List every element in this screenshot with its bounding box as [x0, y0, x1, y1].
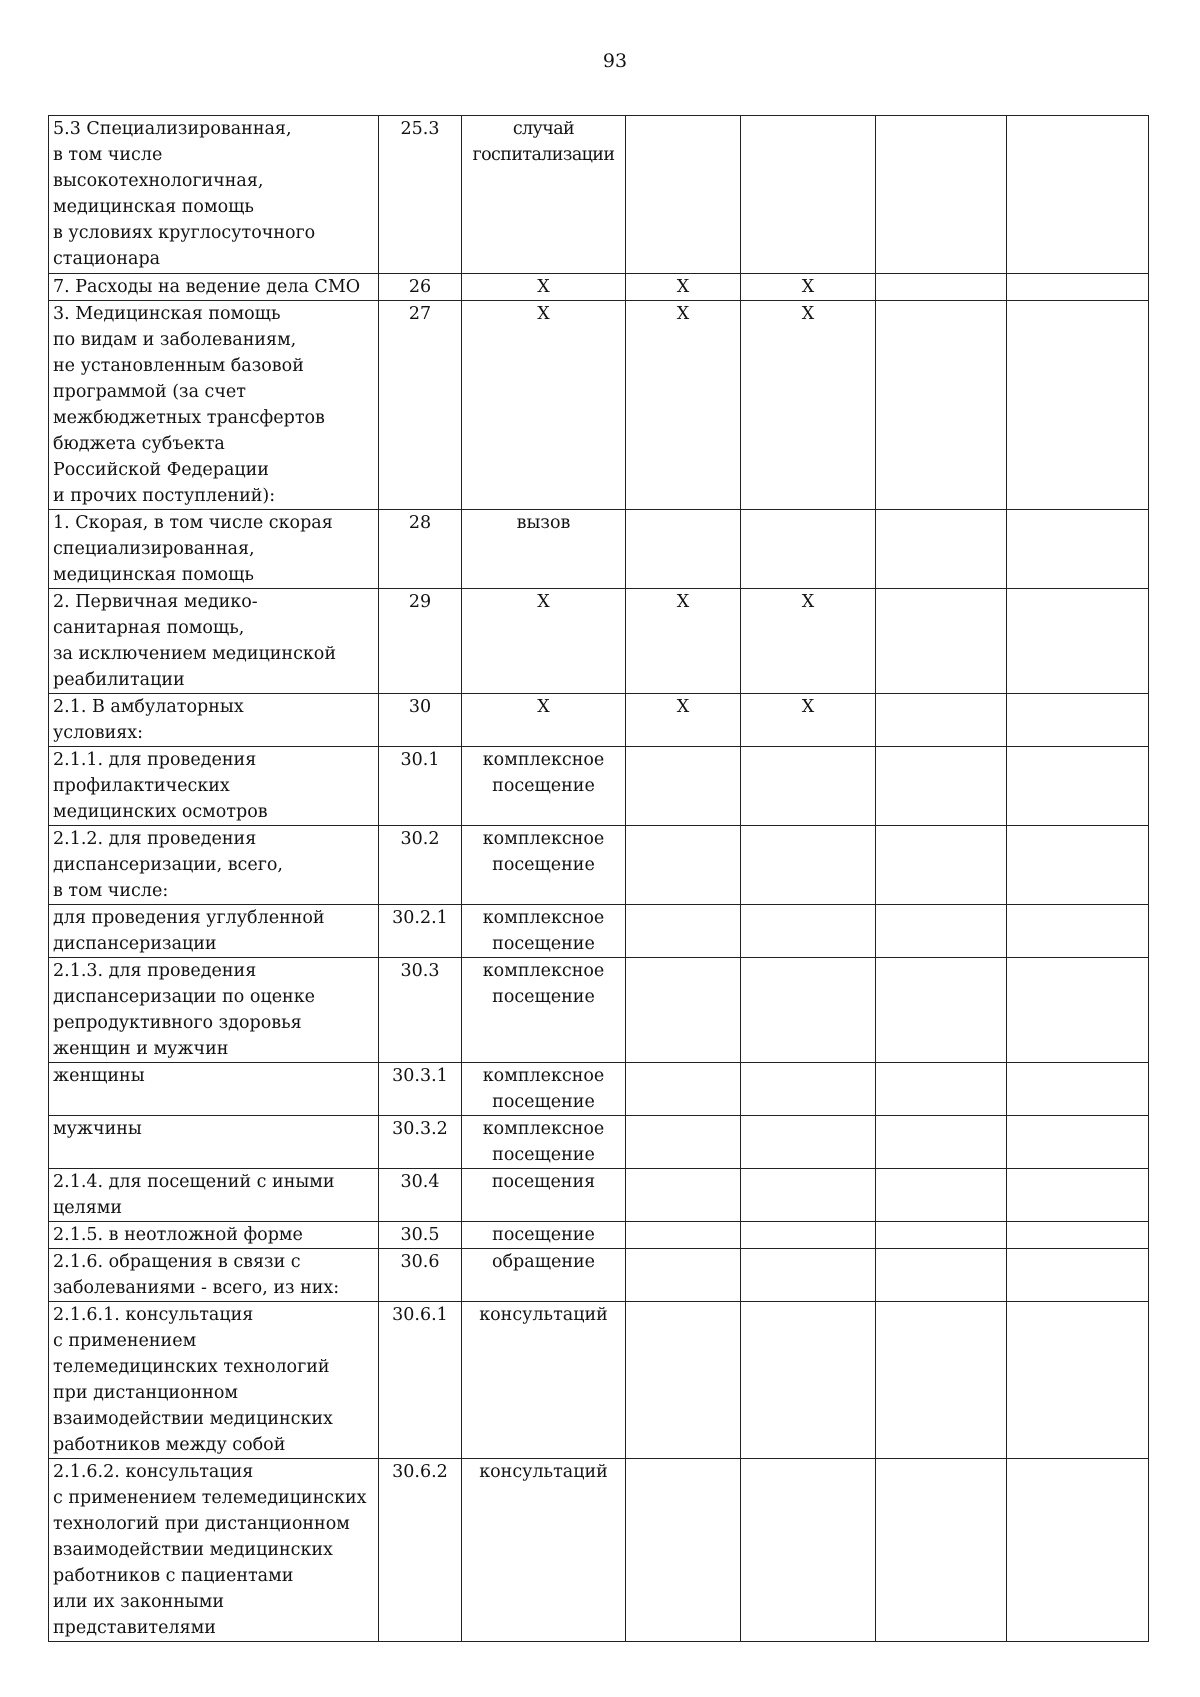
row-value-cell-4	[626, 747, 741, 826]
row-unit-cell: комплексное посещение	[462, 747, 626, 826]
table-row	[49, 747, 1149, 826]
row-value-cell-7	[1007, 510, 1149, 589]
row-unit-cell: комплексное посещение	[462, 905, 626, 958]
row-code-cell: 29	[379, 589, 462, 694]
row-value-cell-6	[876, 1302, 1007, 1459]
table-row	[49, 1302, 1149, 1459]
row-value-cell-5	[741, 958, 876, 1063]
table-row	[49, 510, 1149, 589]
row-value-cell-5	[741, 826, 876, 905]
row-value-cell-5	[741, 116, 876, 274]
row-unit-cell: случай госпитализации	[462, 116, 626, 274]
row-value-cell-6	[876, 1116, 1007, 1169]
row-value-cell-4	[626, 1116, 741, 1169]
table-row	[49, 1116, 1149, 1169]
table-row	[49, 116, 1149, 274]
row-code-cell: 27	[379, 301, 462, 510]
row-name-cell: 2.1.1. для проведения профилактических медицинских осмотров	[49, 747, 379, 826]
row-value-cell-7	[1007, 1249, 1149, 1302]
row-code-cell: 30.1	[379, 747, 462, 826]
row-code-cell: 30.2	[379, 826, 462, 905]
row-value-cell-5: Х	[741, 301, 876, 510]
row-value-cell-6	[876, 1169, 1007, 1222]
row-unit-cell: комплексное посещение	[462, 1116, 626, 1169]
row-value-cell-6	[876, 747, 1007, 826]
table-row	[49, 1459, 1149, 1642]
row-value-cell-4	[626, 826, 741, 905]
row-value-cell-7	[1007, 1459, 1149, 1642]
row-value-cell-7	[1007, 589, 1149, 694]
row-value-cell-7	[1007, 1063, 1149, 1116]
table-body	[49, 116, 1149, 1642]
row-value-cell-6	[876, 274, 1007, 301]
row-unit-cell: Х	[462, 694, 626, 747]
table-row	[49, 826, 1149, 905]
row-value-cell-6	[876, 958, 1007, 1063]
row-name-cell: 1. Скорая, в том числе скорая специализированная, медицинская помощь	[49, 510, 379, 589]
row-name-cell: 2.1.6.1. консультация с применением телемедицинских технологий при дистанционном взаимодействии медицинских работников между собой	[49, 1302, 379, 1459]
row-code-cell: 30.3.1	[379, 1063, 462, 1116]
row-value-cell-5	[741, 1459, 876, 1642]
row-code-cell: 30.3	[379, 958, 462, 1063]
row-code-cell: 25.3	[379, 116, 462, 274]
row-value-cell-4	[626, 1222, 741, 1249]
row-code-cell: 28	[379, 510, 462, 589]
row-value-cell-6	[876, 1063, 1007, 1116]
table-row	[49, 694, 1149, 747]
row-code-cell: 30.6.2	[379, 1459, 462, 1642]
row-value-cell-7	[1007, 694, 1149, 747]
row-value-cell-6	[876, 694, 1007, 747]
row-value-cell-6	[876, 589, 1007, 694]
row-value-cell-7	[1007, 274, 1149, 301]
row-value-cell-5	[741, 1063, 876, 1116]
table-row	[49, 1169, 1149, 1222]
table-row	[49, 1249, 1149, 1302]
row-value-cell-6	[876, 116, 1007, 274]
row-value-cell-4	[626, 1249, 741, 1302]
row-value-cell-5: Х	[741, 694, 876, 747]
row-unit-cell: комплексное посещение	[462, 958, 626, 1063]
row-unit-cell: Х	[462, 589, 626, 694]
row-value-cell-4	[626, 1459, 741, 1642]
row-value-cell-5	[741, 905, 876, 958]
row-value-cell-5	[741, 1249, 876, 1302]
row-value-cell-6	[876, 1222, 1007, 1249]
row-value-cell-7	[1007, 1222, 1149, 1249]
row-name-cell: 2.1. В амбулаторных условиях:	[49, 694, 379, 747]
data-table	[48, 115, 1149, 1642]
row-unit-cell: комплексное посещение	[462, 1063, 626, 1116]
row-code-cell: 30.3.2	[379, 1116, 462, 1169]
table-row	[49, 589, 1149, 694]
row-value-cell-5: Х	[741, 589, 876, 694]
row-name-cell: мужчины	[49, 1116, 379, 1169]
row-value-cell-4: Х	[626, 589, 741, 694]
row-value-cell-4	[626, 510, 741, 589]
row-value-cell-4	[626, 1063, 741, 1116]
row-value-cell-7	[1007, 116, 1149, 274]
row-unit-cell: Х	[462, 301, 626, 510]
row-name-cell: 7. Расходы на ведение дела СМО	[49, 274, 379, 301]
row-name-cell: 5.3 Специализированная, в том числе высокотехнологичная, медицинская помощь в условиях круглосуточного стационара	[49, 116, 379, 274]
row-value-cell-6	[876, 1249, 1007, 1302]
row-value-cell-6	[876, 905, 1007, 958]
row-code-cell: 30	[379, 694, 462, 747]
row-unit-cell: обращение	[462, 1249, 626, 1302]
row-code-cell: 30.6.1	[379, 1302, 462, 1459]
row-value-cell-6	[876, 510, 1007, 589]
row-value-cell-4	[626, 116, 741, 274]
row-code-cell: 30.5	[379, 1222, 462, 1249]
table-row	[49, 1063, 1149, 1116]
table-row	[49, 274, 1149, 301]
row-code-cell: 30.2.1	[379, 905, 462, 958]
row-name-cell: 2.1.3. для проведения диспансеризации по оценке репродуктивного здоровья женщин и мужчин	[49, 958, 379, 1063]
row-value-cell-4	[626, 958, 741, 1063]
row-value-cell-7	[1007, 1302, 1149, 1459]
row-name-cell: 2.1.4. для посещений с иными целями	[49, 1169, 379, 1222]
row-value-cell-6	[876, 301, 1007, 510]
row-value-cell-4: Х	[626, 301, 741, 510]
row-value-cell-4	[626, 1302, 741, 1459]
row-unit-cell: комплексное посещение	[462, 826, 626, 905]
row-name-cell: 3. Медицинская помощь по видам и заболеваниям, не установленным базовой программой (за счет межбюджетных трансфертов бюджета субъекта Российской Федерации и прочих поступлений):	[49, 301, 379, 510]
row-value-cell-5	[741, 1302, 876, 1459]
row-name-cell: 2.1.6. обращения в связи с заболеваниями - всего, из них:	[49, 1249, 379, 1302]
row-name-cell: для проведения углубленной диспансеризации	[49, 905, 379, 958]
row-value-cell-5	[741, 510, 876, 589]
table-row	[49, 905, 1149, 958]
row-value-cell-7	[1007, 747, 1149, 826]
row-code-cell: 26	[379, 274, 462, 301]
row-unit-cell: посещение	[462, 1222, 626, 1249]
row-value-cell-6	[876, 826, 1007, 905]
row-unit-cell: консультаций	[462, 1459, 626, 1642]
row-value-cell-5	[741, 1169, 876, 1222]
row-value-cell-4: Х	[626, 694, 741, 747]
row-unit-cell: консультаций	[462, 1302, 626, 1459]
table-row	[49, 1222, 1149, 1249]
row-value-cell-7	[1007, 301, 1149, 510]
row-name-cell: 2.1.5. в неотложной форме	[49, 1222, 379, 1249]
row-name-cell: 2.1.2. для проведения диспансеризации, всего, в том числе:	[49, 826, 379, 905]
row-value-cell-7	[1007, 958, 1149, 1063]
row-code-cell: 30.6	[379, 1249, 462, 1302]
row-name-cell: 2.1.6.2. консультация с применением телемедицинских технологий при дистанционном взаимодействии медицинских работников с пациентами или их законными представителями	[49, 1459, 379, 1642]
table-row	[49, 301, 1149, 510]
row-value-cell-4	[626, 905, 741, 958]
row-value-cell-7	[1007, 826, 1149, 905]
row-unit-cell: Х	[462, 274, 626, 301]
row-code-cell: 30.4	[379, 1169, 462, 1222]
row-name-cell: женщины	[49, 1063, 379, 1116]
row-value-cell-4	[626, 1169, 741, 1222]
row-value-cell-7	[1007, 1169, 1149, 1222]
row-name-cell: 2. Первичная медико- санитарная помощь, за исключением медицинской реабилитации	[49, 589, 379, 694]
row-value-cell-5	[741, 747, 876, 826]
page-number: 93	[602, 50, 628, 72]
row-value-cell-7	[1007, 905, 1149, 958]
row-value-cell-5	[741, 1116, 876, 1169]
row-value-cell-5: Х	[741, 274, 876, 301]
table-row	[49, 958, 1149, 1063]
row-unit-cell: вызов	[462, 510, 626, 589]
row-value-cell-7	[1007, 1116, 1149, 1169]
row-unit-cell: посещения	[462, 1169, 626, 1222]
row-value-cell-5	[741, 1222, 876, 1249]
row-value-cell-4: Х	[626, 274, 741, 301]
row-value-cell-6	[876, 1459, 1007, 1642]
